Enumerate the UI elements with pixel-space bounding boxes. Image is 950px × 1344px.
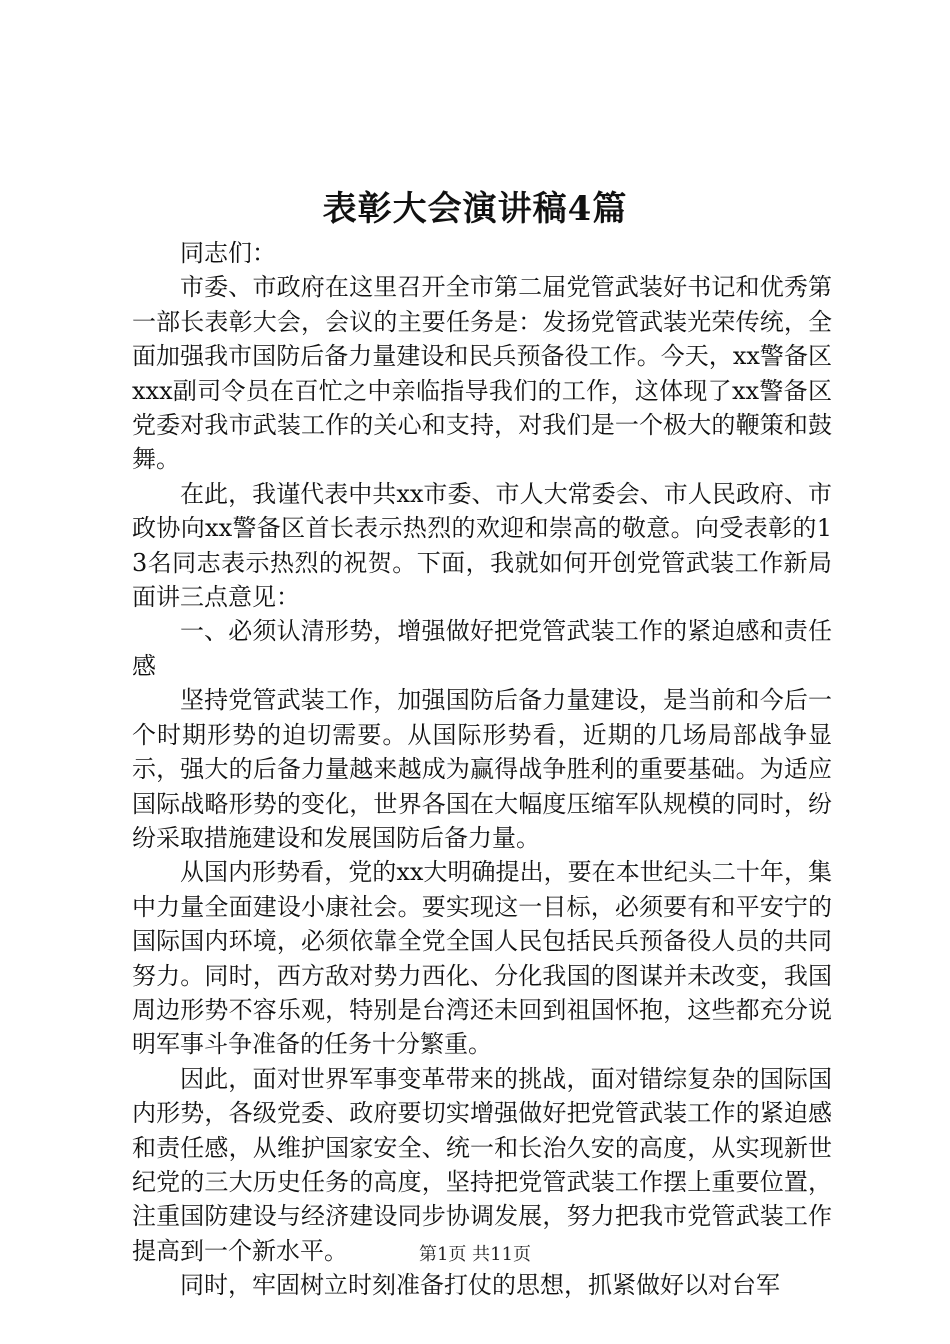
paragraph: 同时，牢固树立时刻准备打仗的思想，抓紧做好以对台军: [180, 1271, 780, 1300]
document-title: 表彰大会演讲稿4篇: [322, 189, 628, 229]
paragraph: 市委、市政府在这里召开全市第二届党管武装好书记和优秀第一部长表彰大会，会议的主要任务是：发扬党管武装光荣传统，全面加强我市国防后备力量建设和民兵预备役工作。今天，xx警备区xxx副司令员在百忙之中亲临指导我们的工作，这体现了xx警备区党委对我市武装工作的关心和支持，对我们是一个极大的鞭策和鼓舞。: [132, 273, 832, 474]
page-footer: 第1页 共11页: [418, 1244, 532, 1265]
paragraph: 从国内形势看，党的xx大明确提出，要在本世纪头二十年，集中力量全面建设小康社会。要实现这一目标，必须要有和平安宁的国际国内环境，必须依靠全党全国人民包括民兵预备役人员的共同努力。同时，西方敌对势力西化、分化我国的图谋并未改变，我国周边形势不容乐观，特别是台湾还未回到祖国怀抱，这些都充分说明军事斗争准备的任务十分繁重。: [132, 858, 832, 1059]
section-heading: 一、必须认清形势，增强做好把党管武装工作的紧迫感和责任感: [132, 617, 832, 680]
paragraph-greeting: 同志们：: [180, 239, 276, 267]
paragraph: 坚持党管武装工作，加强国防后备力量建设，是当前和今后一个时期形势的迫切需要。从国际形势看，近期的几场局部战争显示，强大的后备力量越来越成为赢得战争胜利的重要基础。为适应国际战略形势的变化，世界各国在大幅度压缩军队规模的同时，纷纷采取措施建设和发展国防后备力量。: [132, 686, 832, 852]
document-body: [132, 236, 832, 1303]
paragraph: 因此，面对世界军事变革带来的挑战，面对错综复杂的国际国内形势，各级党委、政府要切实增强做好把党管武装工作的紧迫感和责任感，从维护国家安全、统一和长治久安的高度，从实现新世纪党的三大历史任务的高度，坚持把党管武装工作摆上重要位置，注重国防建设与经济建设同步协调发展，努力把我市党管武装工作提高到一个新水平。: [132, 1064, 832, 1265]
paragraph: 在此，我谨代表中共xx市委、市人大常委会、市人民政府、市政协向xx警备区首长表示热烈的欢迎和崇高的敬意。向受表彰的13名同志表示热烈的祝贺。下面，我就如何开创党管武装工作新局面讲三点意见：: [132, 479, 832, 612]
